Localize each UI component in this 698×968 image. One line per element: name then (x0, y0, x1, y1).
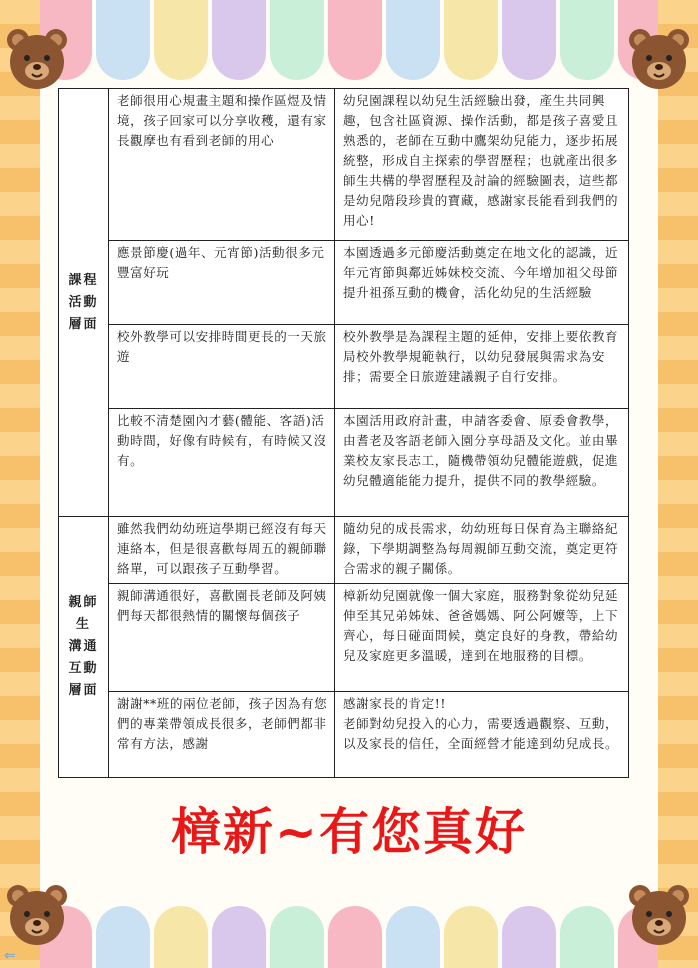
scallop (154, 906, 208, 968)
bear-icon (4, 882, 70, 948)
table-row (59, 325, 629, 409)
scallop (270, 906, 324, 968)
scallop (212, 0, 266, 80)
school-response-cell: 校外教學是為課程主題的延伸，安排上要依教育局校外教學規範執行，以幼兒發展與需求為安排；需要全日旅遊建議親子自行安排。 (335, 325, 629, 409)
parent-feedback-cell: 老師很用心規畫主題和操作區煜及情境，孩子回家可以分享收穫，還有家長觀摩也有看到老師的用心 (109, 89, 335, 241)
bear-icon (626, 26, 692, 92)
parent-feedback-cell: 應景節慶(過年、元宵節)活動很多元豐富好玩 (109, 241, 335, 325)
scallop (270, 0, 324, 80)
parent-feedback-cell: 謝謝**班的兩位老師，孩子因為有您們的專業帶領成長很多，老師們都非常有方法，感謝 (109, 692, 335, 778)
parent-feedback-cell: 比較不清楚園內才藝(體能、客語)活動時間，好像有時候有，有時候又沒有。 (109, 409, 335, 517)
category-course-activities: 課程 活動 層面 (59, 89, 109, 517)
scallop (444, 0, 498, 80)
scallop (560, 0, 614, 80)
top-scallop-border (40, 0, 658, 90)
scallop (96, 906, 150, 968)
scallop (154, 0, 208, 80)
scallop (212, 906, 266, 968)
bear-icon (626, 882, 692, 948)
table-row (59, 517, 629, 584)
parent-feedback-cell: 校外教學可以安排時間更長的一天旅遊 (109, 325, 335, 409)
scallop (328, 0, 382, 80)
table-row (59, 692, 629, 778)
feedback-table (58, 88, 629, 778)
slogan-title: 樟新~有您真好 (171, 803, 527, 861)
school-response-cell: 隨幼兒的成長需求，幼幼班每日保育為主聯絡紀錄，下學期調整為每周親師互動交流，奠定更符合需求的親子關係。 (335, 517, 629, 584)
parent-feedback-cell: 親師溝通很好，喜歡園長老師及阿姨們每天都很熱情的關懷每個孩子 (109, 584, 335, 692)
category-parent-teacher-communication: 親師 生 溝通 互動 層面 (59, 517, 109, 778)
scallop (386, 906, 440, 968)
scallop (502, 906, 556, 968)
scallop (444, 906, 498, 968)
table-row (59, 584, 629, 692)
school-response-cell: 本園活用政府計畫，申請客委會、原委會教學，由耆老及客語老師入園分享母語及文化。並由畢業校友家長志工，隨機帶領幼兒體能遊戲，促進幼兒體適能能力提升，提供不同的教學經驗。 (335, 409, 629, 517)
table-row (59, 409, 629, 517)
feedback-table-container (58, 88, 628, 778)
bear-icon (4, 26, 70, 92)
school-response-cell: 本園透過多元節慶活動奠定在地文化的認識，近年元宵節與鄰近姊妹校交流、今年增加祖父母節提升祖孫互動的機會，活化幼兒的生活經驗 (335, 241, 629, 325)
table-row (59, 89, 629, 241)
school-response-cell: 樟新幼兒園就像一個大家庭，服務對象從幼兒延伸至其兄弟姊妹、爸爸媽媽、阿公阿嬤等，上下齊心，每日碰面問候，奠定良好的身教，帶給幼兒及家庭更多溫暖，達到在地服務的目標。 (335, 584, 629, 692)
scallop (328, 906, 382, 968)
scallop (502, 0, 556, 80)
scallop (386, 0, 440, 80)
parent-feedback-cell: 雖然我們幼幼班這學期已經沒有每天連絡本，但是很喜歡每周五的親師聯絡單，可以跟孩子互動學習。 (109, 517, 335, 584)
school-response-cell: 感謝家長的肯定!! 老師對幼兒投入的心力，需要透過觀察、互動，以及家長的信任，全面經營才能達到幼兒成長。 (335, 692, 629, 778)
table-row (59, 241, 629, 325)
bottom-scallop-border (40, 898, 658, 968)
back-arrow-icon[interactable]: ⇐ (4, 948, 16, 964)
scallop (96, 0, 150, 80)
scallop (560, 906, 614, 968)
school-response-cell: 幼兒園課程以幼兒生活經驗出發，產生共同興趣，包含社區資源、操作活動，都是孩子喜愛且熟悉的，老師在互動中鷹架幼兒能力，逐步拓展統整，形成自主探索的學習歷程；也就產出很多師生共構的學習歷程及討論的經驗圖表，這些都是幼兒階段珍貴的寶藏，感謝家長能看到我們的用心! (335, 89, 629, 241)
